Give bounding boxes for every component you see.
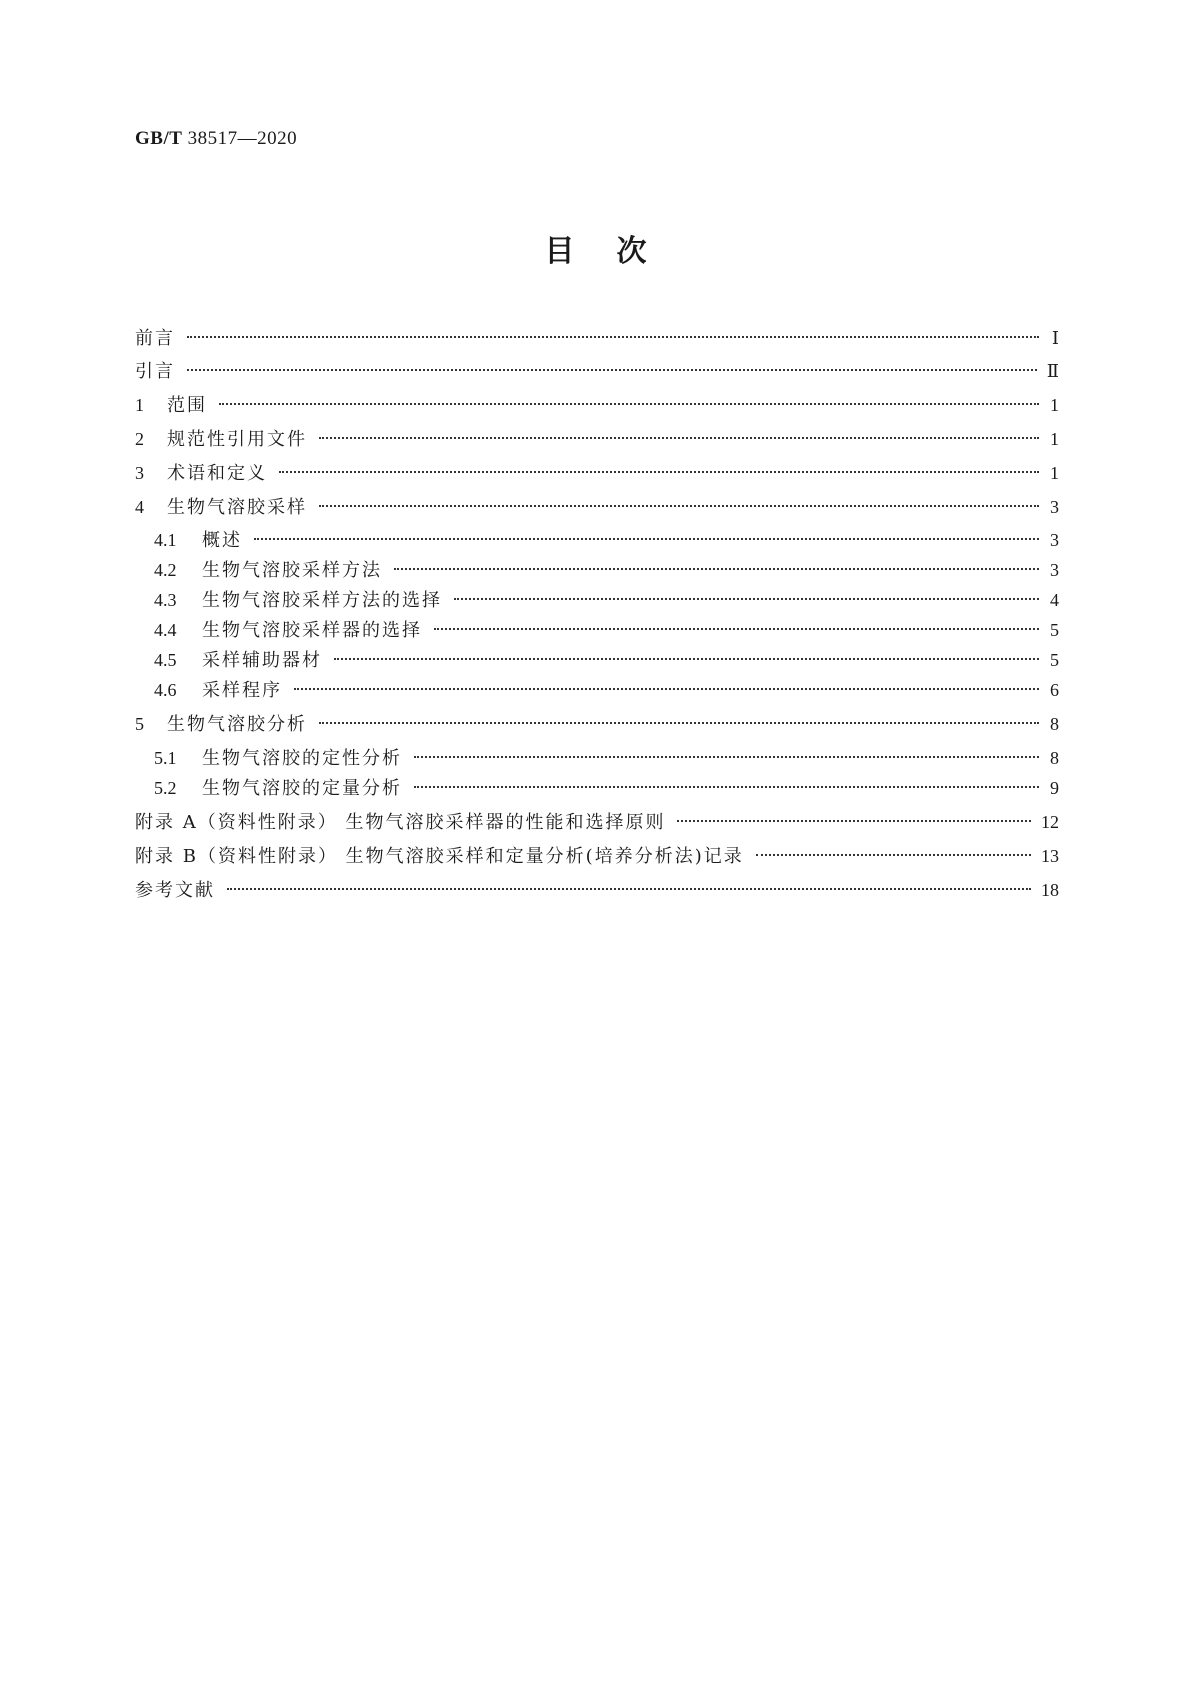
toc-label: 参考文献	[135, 880, 215, 901]
toc-entry-5-1[interactable]	[154, 745, 1059, 771]
toc-page: Ⅱ	[1046, 361, 1059, 381]
toc-entry-2[interactable]	[135, 426, 1059, 452]
toc-entry-4-4[interactable]	[154, 617, 1059, 643]
toc-leader	[334, 658, 1039, 660]
toc-entry-preface[interactable]	[135, 325, 1059, 351]
toc-leader	[187, 336, 1039, 338]
toc-entry-4-6[interactable]	[154, 677, 1059, 703]
toc-page: 18	[1041, 880, 1059, 900]
toc-page: 5	[1050, 620, 1059, 640]
toc-leader	[434, 628, 1039, 630]
toc-number: 4.4	[154, 620, 177, 640]
toc-page: 13	[1041, 846, 1059, 866]
toc-entry-4[interactable]	[135, 494, 1059, 520]
toc-entry-references[interactable]	[135, 877, 1059, 903]
toc-label: 生物气溶胶采样器的选择	[202, 620, 422, 641]
toc-label: 附录 B（资料性附录） 生物气溶胶采样和定量分析(培养分析法)记录	[135, 846, 744, 867]
toc-leader	[294, 688, 1039, 690]
toc-leader	[319, 505, 1039, 507]
toc-number: 4.2	[154, 560, 177, 580]
toc-entry-appendix-b[interactable]	[135, 843, 1059, 869]
toc-leader	[414, 756, 1039, 758]
toc-entry-1[interactable]	[135, 392, 1059, 418]
toc-number: 4	[135, 497, 144, 517]
toc-leader	[414, 786, 1039, 788]
standard-number: 38517—2020	[187, 128, 298, 149]
toc-label: 生物气溶胶采样方法	[202, 560, 382, 581]
toc-label: 概述	[202, 530, 242, 551]
standard-code	[135, 128, 297, 150]
toc-leader	[454, 598, 1039, 600]
toc-page: 4	[1050, 590, 1059, 610]
toc-leader	[219, 403, 1039, 405]
toc-label: 引言	[135, 361, 175, 382]
toc-number: 5.2	[154, 778, 177, 798]
toc-leader	[227, 888, 1031, 890]
toc-label: 附录 A（资料性附录） 生物气溶胶采样器的性能和选择原则	[135, 812, 666, 833]
toc-page: 8	[1050, 714, 1059, 734]
toc-page: 9	[1050, 778, 1059, 798]
toc-label: 生物气溶胶的定性分析	[202, 748, 402, 769]
toc-page: Ⅰ	[1051, 328, 1059, 348]
toc-entry-3[interactable]	[135, 460, 1059, 486]
toc-page: 3	[1050, 497, 1059, 517]
toc-page: 1	[1050, 395, 1059, 415]
toc-leader	[319, 722, 1039, 724]
toc-number: 4.1	[154, 530, 177, 550]
toc-label: 范围	[167, 395, 207, 416]
toc-number: 4.3	[154, 590, 177, 610]
toc-entry-4-5[interactable]	[154, 647, 1059, 673]
toc-entry-4-1[interactable]	[154, 527, 1059, 553]
toc-entry-5[interactable]	[135, 711, 1059, 737]
toc-label: 生物气溶胶分析	[167, 714, 307, 735]
toc-label: 采样程序	[202, 680, 282, 701]
toc-number: 2	[135, 429, 144, 449]
toc-page: 1	[1050, 429, 1059, 449]
toc-page: 6	[1050, 680, 1059, 700]
toc-entry-4-2[interactable]	[154, 557, 1059, 583]
toc-page: 12	[1041, 812, 1059, 832]
toc-number: 3	[135, 463, 144, 483]
toc-leader	[677, 820, 1031, 822]
toc-number: 4.5	[154, 650, 177, 670]
toc-leader	[254, 538, 1039, 540]
toc-label: 采样辅助器材	[202, 650, 322, 671]
toc-entry-appendix-a[interactable]	[135, 809, 1059, 835]
toc-number: 5	[135, 714, 144, 734]
toc-leader	[187, 369, 1037, 371]
toc-leader	[319, 437, 1039, 439]
toc-number: 5.1	[154, 748, 177, 768]
toc-leader	[756, 854, 1031, 856]
toc-label: 术语和定义	[167, 463, 267, 484]
toc-label: 生物气溶胶的定量分析	[202, 778, 402, 799]
toc-page: 8	[1050, 748, 1059, 768]
toc-page: 5	[1050, 650, 1059, 670]
toc-page: 1	[1050, 463, 1059, 483]
toc-entry-5-2[interactable]	[154, 775, 1059, 801]
toc-number: 1	[135, 395, 144, 415]
toc-entry-4-3[interactable]	[154, 587, 1059, 613]
toc-page: 3	[1050, 560, 1059, 580]
toc-label: 生物气溶胶采样	[167, 497, 307, 518]
toc-label: 规范性引用文件	[167, 429, 307, 450]
page-title: 目次	[544, 234, 689, 269]
toc-entry-introduction[interactable]	[135, 358, 1059, 384]
toc-label: 前言	[135, 328, 175, 349]
toc-leader	[279, 471, 1039, 473]
toc-page: 3	[1050, 530, 1059, 550]
toc-number: 4.6	[154, 680, 177, 700]
toc-leader	[394, 568, 1039, 570]
toc-label: 生物气溶胶采样方法的选择	[202, 590, 442, 611]
standard-prefix: GB/T	[135, 128, 183, 149]
